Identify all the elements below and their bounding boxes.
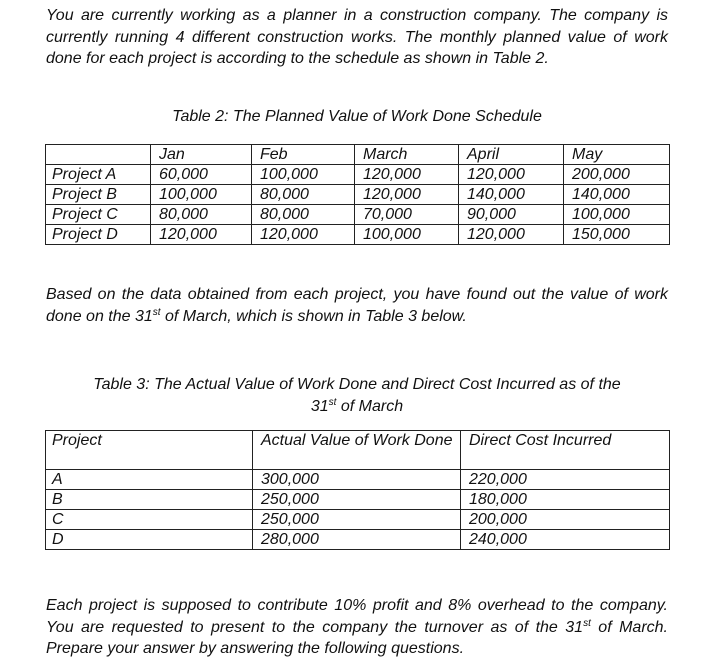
table-row	[46, 205, 670, 225]
actual-value-cell: 250,000	[253, 490, 461, 510]
value-cell: 100,000	[564, 205, 670, 225]
value-cell: 150,000	[564, 225, 670, 245]
header-cell-empty	[46, 145, 151, 165]
table3-caption	[46, 374, 668, 417]
table-row	[46, 530, 670, 550]
table-row	[46, 165, 670, 185]
ordinal-suffix: st	[328, 396, 337, 408]
value-cell: 120,000	[355, 165, 459, 185]
project-cell: A	[46, 470, 253, 490]
project-cell: C	[46, 510, 253, 530]
table-row	[46, 185, 670, 205]
closing-paragraph	[46, 595, 668, 660]
closing-paragraph-text-end: of March. Prepare your answer by answering the following questions.	[46, 618, 668, 657]
planned-value-table	[45, 144, 670, 245]
header-cell-project: Project	[46, 431, 253, 470]
table-row	[46, 470, 670, 490]
header-cell-april: April	[459, 145, 564, 165]
ordinal-suffix: st	[152, 306, 161, 318]
actual-value-cell: 300,000	[253, 470, 461, 490]
value-cell: 80,000	[151, 205, 252, 225]
value-cell: 140,000	[459, 185, 564, 205]
value-cell: 200,000	[564, 165, 670, 185]
header-cell-actual-value: Actual Value of Work Done	[253, 431, 461, 470]
table-row	[46, 490, 670, 510]
direct-cost-cell: 220,000	[461, 470, 670, 490]
value-cell: 70,000	[355, 205, 459, 225]
value-cell: 120,000	[459, 225, 564, 245]
table-header-row	[46, 145, 670, 165]
value-cell: 120,000	[252, 225, 355, 245]
value-cell: 80,000	[252, 185, 355, 205]
project-name-cell: Project C	[46, 205, 151, 225]
header-cell-may: May	[564, 145, 670, 165]
value-cell: 100,000	[151, 185, 252, 205]
header-cell-jan: Jan	[151, 145, 252, 165]
project-name-cell: Project A	[46, 165, 151, 185]
closing-paragraph-text: Each project is supposed to contribute 10% profit and 8% overhead to the company. You are requested to present to the company the turnover as of the 31	[46, 597, 668, 636]
intro-paragraph: You are currently working as a planner in a construction company. The company is currently running 4 different construction works. The monthly planned value of work done for each project is according to the schedule as shown in Table 2.	[46, 7, 668, 67]
value-cell: 120,000	[151, 225, 252, 245]
project-name-cell: Project B	[46, 185, 151, 205]
ordinal-suffix: st	[583, 617, 591, 629]
middle-paragraph-text: Based on the data obtained from each project, you have found out the value of work done on the 31	[46, 286, 668, 325]
actual-value-cell: 250,000	[253, 510, 461, 530]
middle-paragraph-text-end: of March, which is shown in Table 3 below.	[160, 307, 467, 325]
value-cell: 100,000	[355, 225, 459, 245]
direct-cost-cell: 200,000	[461, 510, 670, 530]
value-cell: 90,000	[459, 205, 564, 225]
table-row	[46, 225, 670, 245]
value-cell: 140,000	[564, 185, 670, 205]
header-cell-feb: Feb	[252, 145, 355, 165]
project-name-cell: Project D	[46, 225, 151, 245]
value-cell: 60,000	[151, 165, 252, 185]
direct-cost-cell: 240,000	[461, 530, 670, 550]
table-header-row	[46, 431, 670, 470]
middle-paragraph	[46, 284, 668, 327]
project-cell: B	[46, 490, 253, 510]
actual-value-table	[45, 430, 670, 550]
actual-value-cell: 280,000	[253, 530, 461, 550]
table3-caption-month: of March	[336, 397, 404, 415]
value-cell: 100,000	[252, 165, 355, 185]
value-cell: 80,000	[252, 205, 355, 225]
table-row	[46, 510, 670, 530]
header-cell-march: March	[355, 145, 459, 165]
header-cell-direct-cost: Direct Cost Incurred	[461, 431, 670, 470]
direct-cost-cell: 180,000	[461, 490, 670, 510]
table3-caption-line1: Table 3: The Actual Value of Work Done and Direct Cost Incurred as of the	[93, 376, 621, 393]
table2-caption: Table 2: The Planned Value of Work Done Schedule	[172, 108, 542, 125]
value-cell: 120,000	[355, 185, 459, 205]
table3-caption-day: 31	[310, 397, 329, 415]
value-cell: 120,000	[459, 165, 564, 185]
project-cell: D	[46, 530, 253, 550]
